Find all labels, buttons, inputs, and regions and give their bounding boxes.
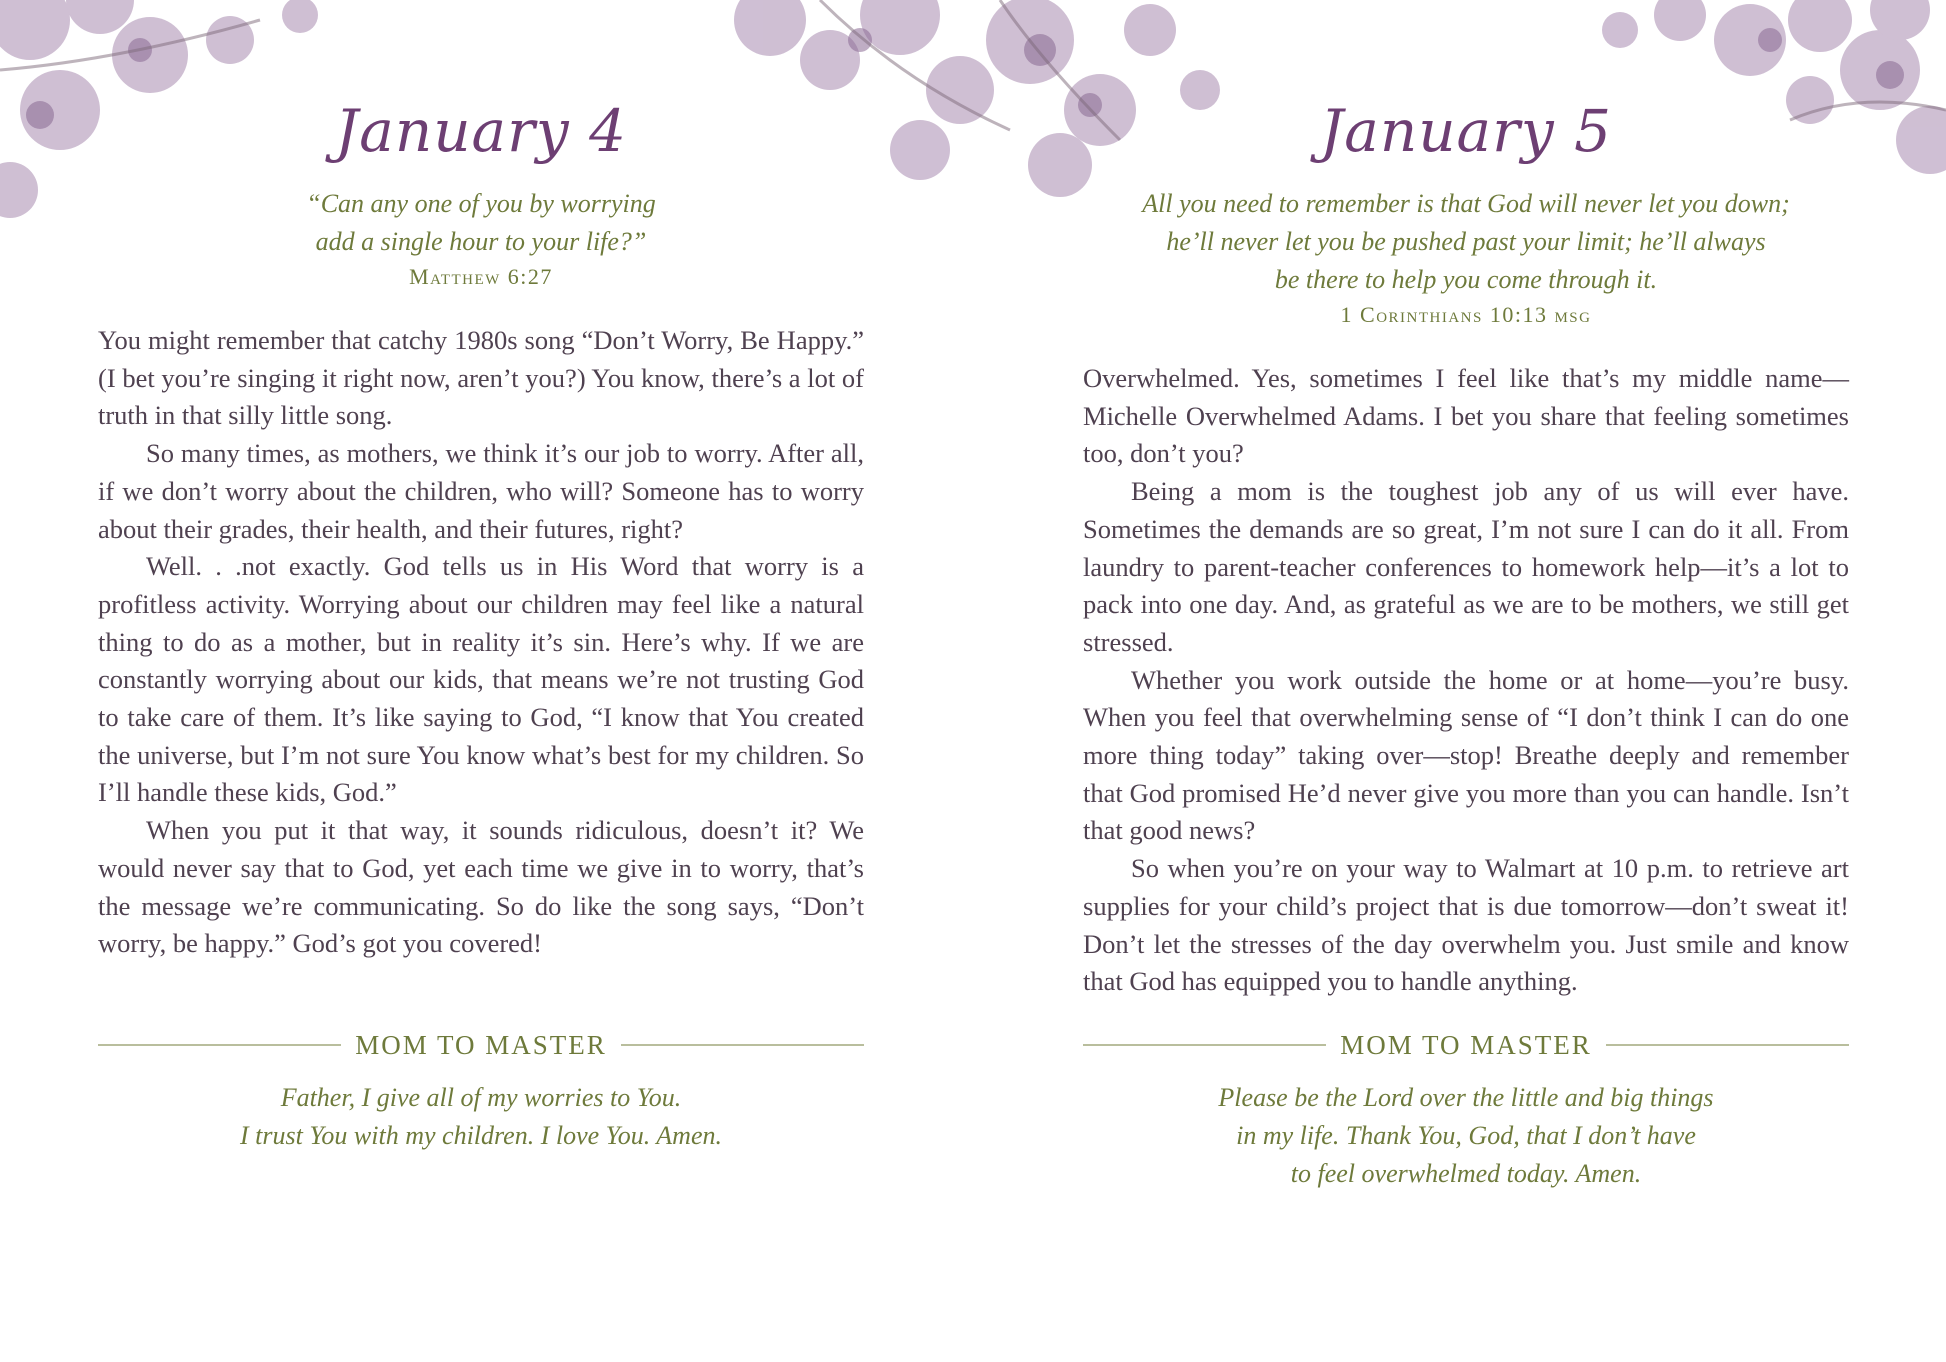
section-heading: MOM TO MASTER bbox=[355, 1029, 607, 1060]
body-paragraph: Well. . .not exactly. God tells us in His Word that worry is a profitless activity. Worrying about our children may feel like a natural thing to do as a mother, but in reality it’s sin. Here’s why. If we are constantly worrying about our kids, that means we’re not trusting God to take care of them. It’s like saying to God, “I know that You created the universe, but I’m not sure You know what’s best for my children. So I’ll handle these kids, God.” bbox=[98, 551, 864, 808]
closing-prayer bbox=[1083, 1079, 1849, 1193]
verse-reference: Matthew 6:27 bbox=[409, 264, 553, 289]
page-title: January 4 bbox=[335, 97, 627, 165]
verse-reference: 1 Corinthians 10:13 msg bbox=[1340, 302, 1592, 327]
divider-rule bbox=[621, 1044, 864, 1046]
page-title: January 5 bbox=[1320, 97, 1612, 165]
devotional-body bbox=[1083, 360, 1849, 1001]
prayer-line: I trust You with my children. I love You. Amen. bbox=[240, 1121, 722, 1150]
divider-rule bbox=[1083, 1044, 1326, 1046]
prayer-line: Please be the Lord over the little and big things bbox=[1218, 1083, 1714, 1112]
section-divider bbox=[1083, 1028, 1849, 1062]
closing-prayer bbox=[98, 1079, 864, 1155]
prayer-line: to feel overwhelmed today. Amen. bbox=[1290, 1159, 1642, 1188]
prayer-line: Father, I give all of my worries to You. bbox=[280, 1083, 682, 1112]
body-paragraph: Whether you work outside the home or at home—you’re busy. When you feel that overwhelming sense of “I don’t think I can do one more thing today” taking over—stop! Breathe deeply and remember that God promised He’d never give you more than you can handle. Isn’t that good news? bbox=[1083, 664, 1849, 846]
divider-rule bbox=[98, 1044, 341, 1046]
devotional-body bbox=[98, 322, 864, 963]
prayer-line: in my life. Thank You, God, that I don’t have bbox=[1236, 1121, 1696, 1150]
divider-rule bbox=[1606, 1044, 1849, 1046]
body-paragraph: So when you’re on your way to Walmart at 10 p.m. to retrieve art supplies for your child’s project that is due tomorrow—don’t sweat it! Don’t let the stresses of the day overwhelm you. Just smile and know that God has equipped you to handle anything. bbox=[1083, 853, 1849, 997]
body-paragraph: Overwhelmed. Yes, sometimes I feel like that’s my middle name—Michelle Overwhelmed Adams. I bet you share that feeling sometimes too, don’t you? bbox=[1083, 363, 1849, 469]
verse-line: be there to help you come through it. bbox=[1274, 265, 1658, 294]
verse-line: he’ll never let you be pushed past your limit; he’ll always bbox=[1166, 227, 1766, 256]
body-paragraph: Being a mom is the toughest job any of us will ever have. Sometimes the demands are so great, I’m not sure I can do it all. From laundry to parent-teacher conferences to homework help—it’s a lot to pack into one day. And, as grateful as we are to be mothers, we still get stressed. bbox=[1083, 476, 1849, 657]
section-divider bbox=[98, 1028, 864, 1062]
body-paragraph: When you put it that way, it sounds ridiculous, doesn’t it? We would never say that to God, yet each time we give in to worry, that’s the message we’re communicating. So do like the song says, “Don’t worry, be happy.” God’s got you covered! bbox=[98, 815, 864, 959]
verse-line: All you need to remember is that God will never let you down; bbox=[1142, 189, 1790, 218]
verse-line: “Can any one of you by worrying bbox=[306, 189, 656, 218]
body-paragraph: You might remember that catchy 1980s song “Don’t Worry, Be Happy.” (I bet you’re singing it right now, aren’t you?) You know, there’s a lot of truth in that silly little song. bbox=[98, 325, 864, 431]
scripture-verse bbox=[98, 185, 864, 261]
body-paragraph: So many times, as mothers, we think it’s our job to worry. After all, if we don’t worry about the children, who will? Someone has to worry about their grades, their health, and their futures, right? bbox=[98, 438, 864, 544]
scripture-verse bbox=[1083, 185, 1849, 299]
verse-line: add a single hour to your life?” bbox=[315, 227, 647, 256]
section-heading: MOM TO MASTER bbox=[1340, 1029, 1592, 1060]
